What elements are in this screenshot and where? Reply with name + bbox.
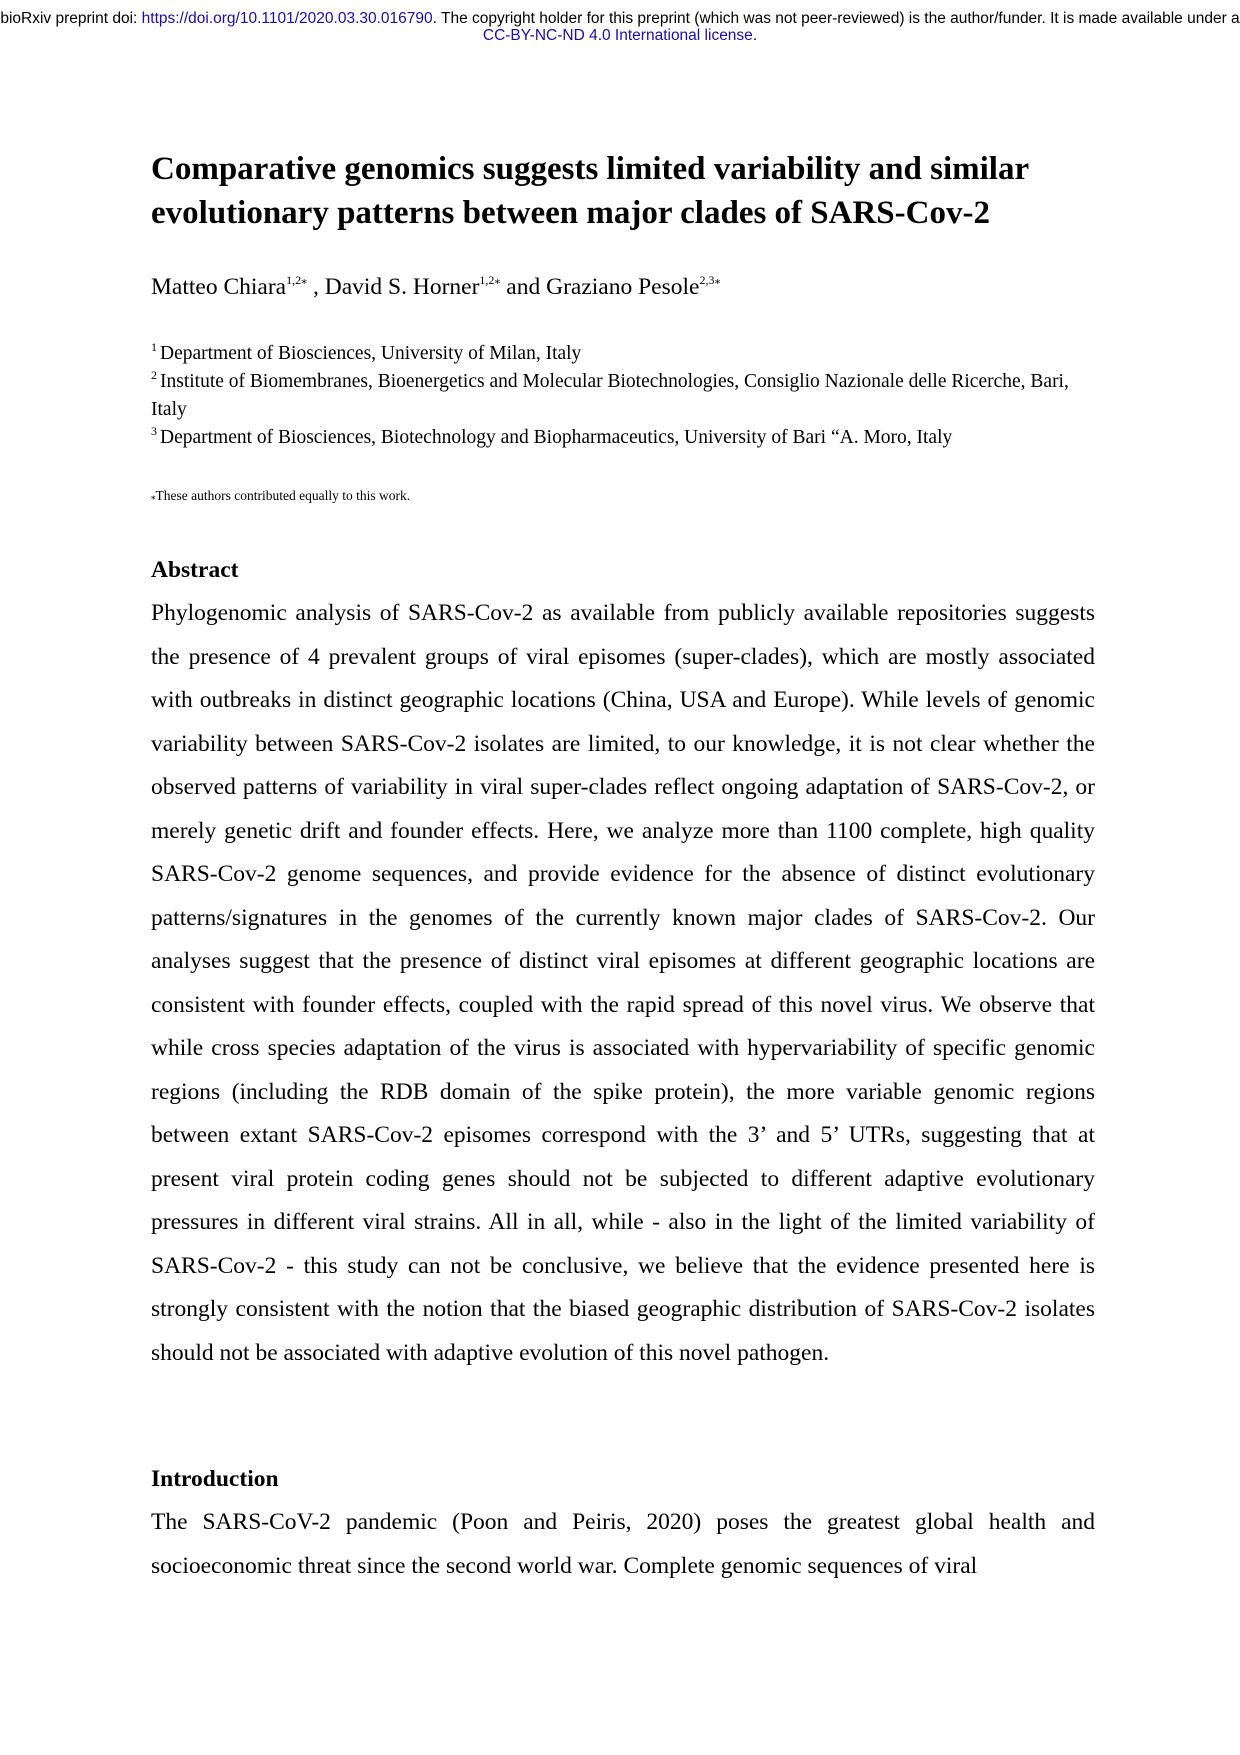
doi-link[interactable]: https://doi.org/10.1101/2020.03.30.016790 (141, 10, 433, 27)
affiliation-text: Institute of Biomembranes, Bioenergetics and Molecular Biotechnologies, Consiglio Nazionale delle Ricerche, Bari, Italy (151, 371, 1069, 420)
affiliation-text: Department of Biosciences, University of Milan, Italy (160, 343, 582, 364)
affiliation-item (151, 424, 1095, 452)
affiliation-number: 2 (151, 368, 157, 382)
author-name: Matteo Chiara (151, 274, 287, 300)
author-separator: , (307, 274, 325, 300)
preprint-notice-prefix: bioRxiv preprint doi: (0, 10, 142, 27)
author-affiliation-marker: 1,2⁎ (286, 273, 308, 287)
paper-title: Comparative genomics suggests limited variability and similar evolutionary patterns between major clades of SARS-Cov-2 (151, 151, 1029, 231)
abstract-text: Phylogenomic analysis of SARS-Cov-2 as available from publicly available repositories suggests the presence of 4 prevalent groups of viral episomes (super-clades), which are mostly associated with outbreaks in distinct geographic locations (China, USA and Europe). While levels of genomic variability between SARS-Cov-2 isolates are limited, to our knowledge, it is not clear whether the observed patterns of variability in viral super-clades reflect ongoing adaptation of SARS-Cov-2, or merely genetic drift and founder effects. Here, we analyze more than 1100 complete, high quality SARS-Cov-2 genome sequences, and provide evidence for the absence of distinct evolutionary patterns/signatures in the genomes of the currently known major clades of SARS-Cov-2. Our analyses suggest that the presence of distinct viral episomes at different geographic locations are consistent with founder effects, coupled with the rapid spread of this novel virus. We observe that while cross species adaptation of the virus is associated with hypervariability of specific genomic regions (including the RDB domain of the spike protein), the more variable genomic regions between extant SARS-Cov-2 episomes correspond with the 3’ and 5’ UTRs, suggesting that at present viral protein coding genes should not be subjected to different adaptive evolutionary pressures in different viral strains. All in all, while - also in the light of the limited variability of SARS-Cov-2 - this study can not be conclusive, we believe that the evidence presented here is strongly consistent with the notion that the biased geographic distribution of SARS-Cov-2 isolates should not be associated with adaptive evolution of this novel pathogen. (151, 600, 1095, 1366)
author-name: Graziano Pesole (546, 274, 700, 300)
affiliation-item (151, 340, 1095, 368)
affiliation-list (151, 340, 1095, 452)
footnote-mark: ⁎ (151, 491, 156, 501)
affiliation-number: 1 (151, 340, 157, 354)
author-separator: and (500, 274, 547, 300)
license-link[interactable]: CC-BY-NC-ND 4.0 International license (482, 27, 753, 44)
preprint-notice-suffix: . (752, 27, 758, 44)
author-affiliation-marker: 1,2⁎ (479, 273, 501, 287)
abstract-heading: Abstract (151, 557, 239, 583)
affiliation-number: 3 (151, 424, 157, 438)
affiliation-text: Department of Biosciences, Biotechnology and Biopharmaceutics, University of Bari “A. Moro, Italy (160, 427, 953, 448)
author-affiliation-marker: 2,3⁎ (699, 273, 721, 287)
preprint-notice-middle: . The copyright holder for this preprint (which was not peer-reviewed) is the author/funder. It is made available under a (432, 10, 1240, 27)
footnote-text: These authors contributed equally to this work. (155, 488, 411, 503)
preprint-notice (0, 10, 1240, 44)
author-name: David S. Horner (324, 274, 480, 300)
introduction-heading: Introduction (151, 1466, 279, 1492)
author-list (151, 272, 1095, 302)
affiliation-item (151, 368, 1095, 424)
introduction-text: The SARS-CoV-2 pandemic (Poon and Peiris, 2020) poses the greatest global health and socioeconomic threat since the second world war. Complete genomic sequences of viral (151, 1509, 1095, 1579)
equal-contribution-footnote (151, 487, 410, 505)
